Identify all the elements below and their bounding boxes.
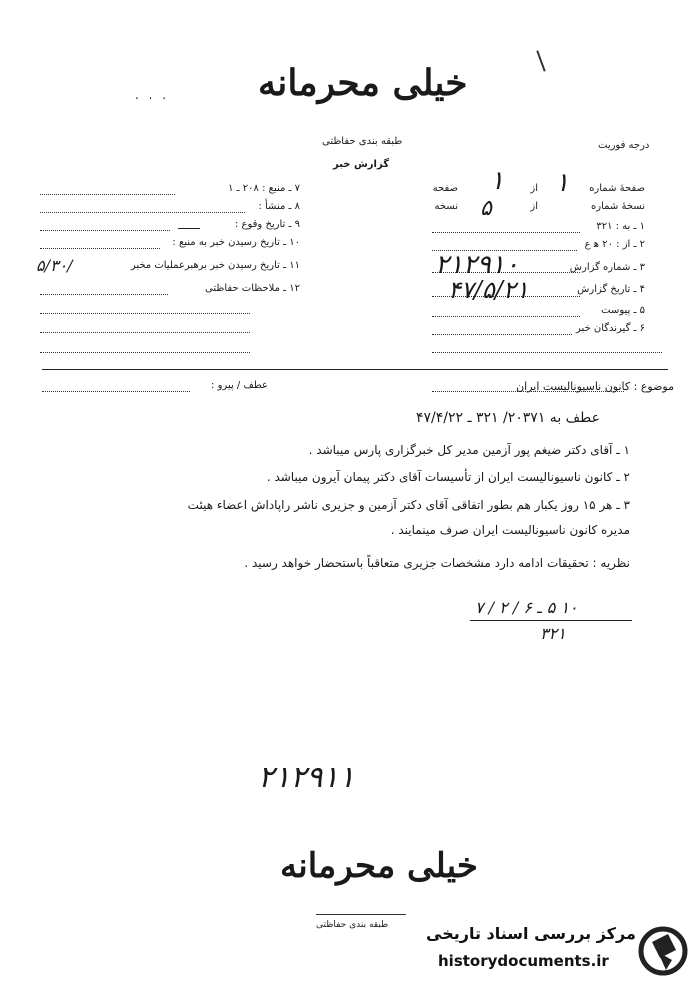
right-field-line-1 [432,232,580,233]
left-field-line-10 [40,248,160,249]
file-ref-line [42,391,190,392]
form-title: گزارش خبر [333,159,390,170]
right-field-copy [591,201,645,212]
left-field-underline-9 [178,228,200,229]
corner-mark [536,50,545,71]
left-extra-line-2 [40,332,250,333]
footer-classification: خیلی محرمانه [280,846,478,886]
right-field-copy-label: نسخهٔ شماره [591,201,645,212]
right-field-copy-mid: از [530,201,538,212]
right-field-line-6 [432,334,572,335]
right-field-1: ۱ ـ به : ۳۲۱ [596,221,645,232]
stamp-line-2: ۳۲۱ [540,624,566,643]
left-extra-line-1 [40,313,250,314]
right-field-2: ۲ ـ از : ۲۰ ه‍ ع [584,239,645,250]
archive-logo-icon [638,922,688,980]
section-divider [42,369,668,370]
left-extra-line-3 [40,352,250,353]
right-field-5: ۵ ـ پیوست [601,305,645,316]
priority-label: درجه فوریت [598,140,650,151]
right-field-page-mid: از [530,183,538,194]
watermark-title: مرکز بررسی اسناد تاریخی [426,924,636,943]
left-margin-value: ۵/۳۰/ [36,256,73,275]
subject-label: موضوع : کانون ناسیونالیست ایران [516,380,674,393]
left-field-10: ۱۰ ـ تاریخ رسیدن خبر به منبع : [172,237,300,248]
copy-number-value: ۵ [480,196,492,221]
page-number-value: ۱ [555,168,569,198]
right-extra-line-1 [432,352,662,353]
left-field-8: ۸ ـ منشأ : [258,201,300,212]
left-field-line-9 [40,230,170,231]
right-field-6: ۶ ـ گیرندگان خبر [575,323,645,334]
right-field-4: ۴ ـ تاریخ گزارش [577,284,645,295]
footer-protection-label: طبقه بندی حفاظتی [316,920,389,930]
watermark-url: historydocuments.ir [438,952,609,970]
right-field-page-end: صفحه [432,183,458,194]
right-field-page-label: صفحهٔ شماره [589,183,645,194]
footer-rule [316,914,406,915]
file-ref-label: عطف / پیرو : [211,380,268,391]
left-field-line-7 [40,194,175,195]
right-field-3: ۳ ـ شماره گزارش [569,262,645,273]
right-field-copy-end: نسخه [434,201,458,212]
left-field-11: ۱۱ ـ تاریخ رسیدن خبر برهبرعملیات مخبر [130,260,300,271]
page-total-value: ۱ [490,166,504,196]
classification-banner: خیلی محرمانه [258,62,468,104]
stamp-line-1: ۱۰ ۵ ـ ۶ / ۲ / ۷ [475,598,578,617]
report-number-value: ۲۱۲۹۱۰ [435,250,519,280]
right-field-line-5 [432,316,580,317]
reference-line: عطف به ۲۰۳۷۱/ ۳۲۱ ـ ۴۷/۴/۲۲ [415,410,600,426]
left-field-9: ۹ ـ تاریخ وقوع : [234,219,300,230]
left-field-12: ۱۲ ـ ملاحظات حفاظتی [205,283,300,294]
report-date-value: ۴۷/۵/۲۱ [448,276,529,304]
archive-number: ۲۱۲۹۱۱ [258,760,355,795]
left-field-7: ۷ ـ منبع : ۲۰۸ ـ ۱ [228,183,300,194]
body-item-1: ۱ ـ آقای دکتر ضیغم پور آزمین مدیر کل خبرگزاری پارس میباشد . [308,443,630,457]
body-item-4: مدیره کانون ناسیونالیست ایران صرف مینمایند . [390,523,630,537]
body-item-5: نظریه : تحقیقات ادامه دارد مشخصات جزیری متعاقباً باستحضار خواهد رسید . [244,556,630,570]
left-field-line-12 [40,294,168,295]
right-field-page [589,183,645,194]
watermark [420,920,690,982]
protection-class-label: طبقه بندی حفاظتی [322,136,403,147]
body-item-3: ۳ ـ هر ۱۵ روز یکبار هم بطور اتفاقی آقای دکتر آزمین و جزیری ناشر راپاداش اعضاء هیئت [187,498,630,512]
header-dots: . . . [135,88,170,102]
left-field-line-8 [40,212,245,213]
body-item-2: ۲ ـ کانون ناسیونالیست ایران از تأسیسات آقای دکتر پیمان آیرون میباشد . [266,470,630,484]
